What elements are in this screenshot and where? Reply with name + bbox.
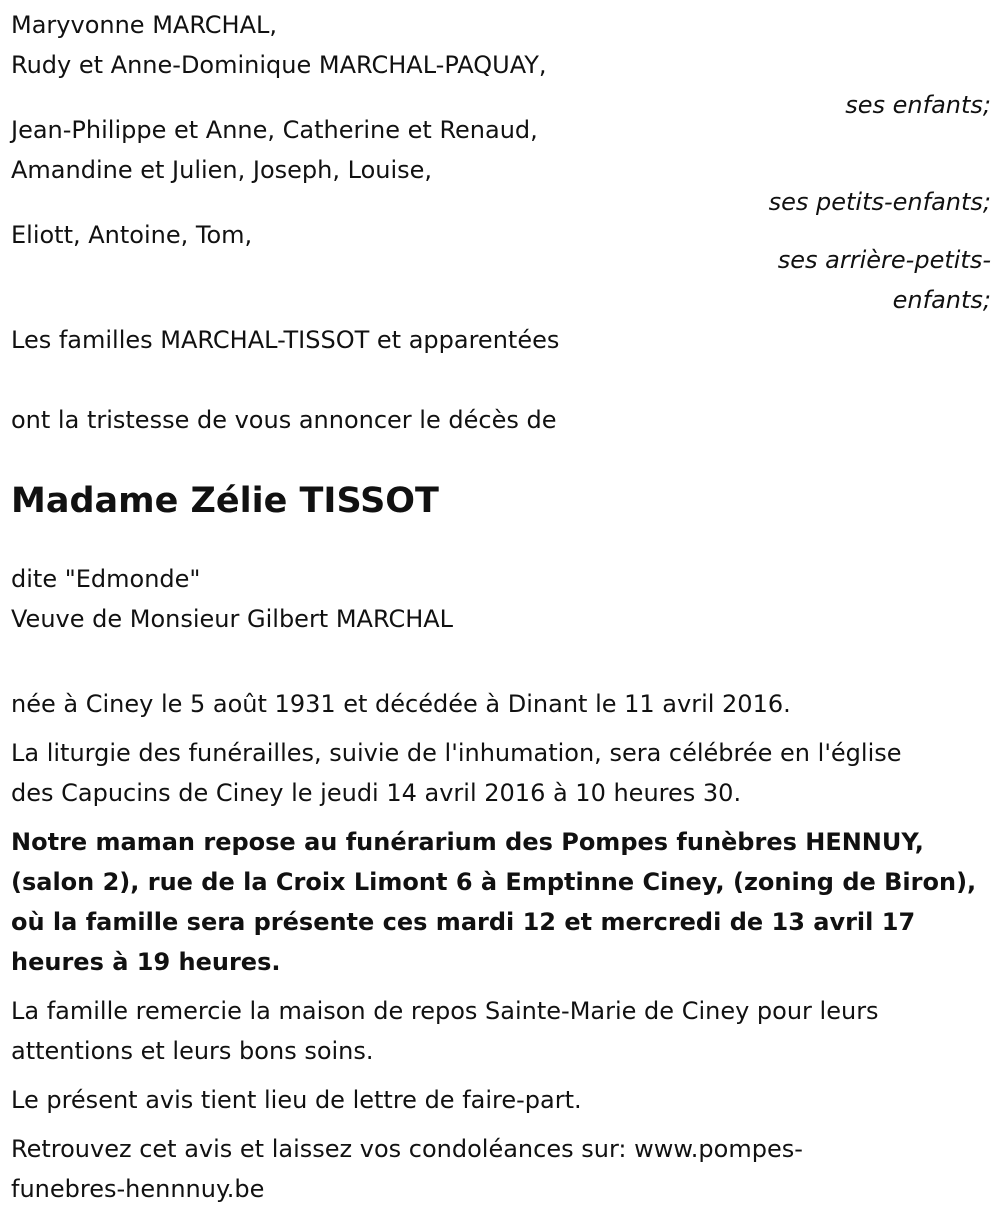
funerarium-line: Notre maman repose au funérarium des Pompes funèbres HENNUY,: [11, 828, 924, 856]
grandchild-line: Jean-Philippe et Anne, Catherine et Renaud,: [11, 116, 538, 144]
families-line: Les familles MARCHAL-TISSOT et apparentées: [11, 326, 560, 354]
great-grandchildren-label: enfants;: [892, 286, 991, 314]
grandchildren-label: ses petits-enfants;: [768, 188, 991, 216]
widow-of-line: Veuve de Monsieur Gilbert MARCHAL: [11, 605, 454, 633]
child-line: Rudy et Anne-Dominique MARCHAL-PAQUAY,: [11, 51, 547, 79]
children-group: [11, 0, 991, 125]
great-grandchildren-group: [11, 215, 991, 320]
birth-death-line: née à Ciney le 5 août 1931 et décédée à Dinant le 11 avril 2016.: [11, 690, 791, 718]
great-grandchild-line: Eliott, Antoine, Tom,: [11, 221, 253, 249]
condolences-line: Retrouvez cet avis et laissez vos condoléances sur: www.pompes-: [11, 1135, 803, 1163]
deceased-alias: dite "Edmonde": [11, 565, 201, 593]
announcement-line: ont la tristesse de vous annoncer le décès de: [11, 406, 557, 434]
grandchildren-group: [11, 110, 991, 222]
grandchild-line: Amandine et Julien, Joseph, Louise,: [11, 156, 433, 184]
thanks-paragraph: [11, 991, 991, 1071]
funerarium-line: où la famille sera présente ces mardi 12 et mercredi de 13 avril 17: [11, 908, 916, 936]
funerarium-line: heures à 19 heures.: [11, 948, 281, 976]
great-grandchildren-label: ses arrière-petits-: [777, 246, 991, 274]
liturgy-paragraph: [11, 733, 991, 813]
thanks-line: La famille remercie la maison de repos Sainte-Marie de Ciney pour leurs: [11, 997, 879, 1025]
children-label: ses enfants;: [845, 91, 991, 119]
condolences-paragraph: [11, 1129, 991, 1209]
deceased-name: Madame Zélie TISSOT: [11, 481, 439, 521]
notice-line: Le présent avis tient lieu de lettre de faire-part.: [11, 1086, 582, 1114]
thanks-line: attentions et leurs bons soins.: [11, 1037, 374, 1065]
child-line: Maryvonne MARCHAL,: [11, 11, 278, 39]
liturgy-line: La liturgie des funérailles, suivie de l'inhumation, sera célébrée en l'église: [11, 739, 902, 767]
liturgy-line: des Capucins de Ciney le jeudi 14 avril 2016 à 10 heures 30.: [11, 779, 742, 807]
obituary-notice: [11, 0, 991, 1209]
funerarium-paragraph: [11, 822, 991, 982]
funerarium-line: (salon 2), rue de la Croix Limont 6 à Emptinne Ciney, (zoning de Biron),: [11, 868, 977, 896]
condolences-link[interactable]: funebres-hennnuy.be: [11, 1175, 265, 1203]
